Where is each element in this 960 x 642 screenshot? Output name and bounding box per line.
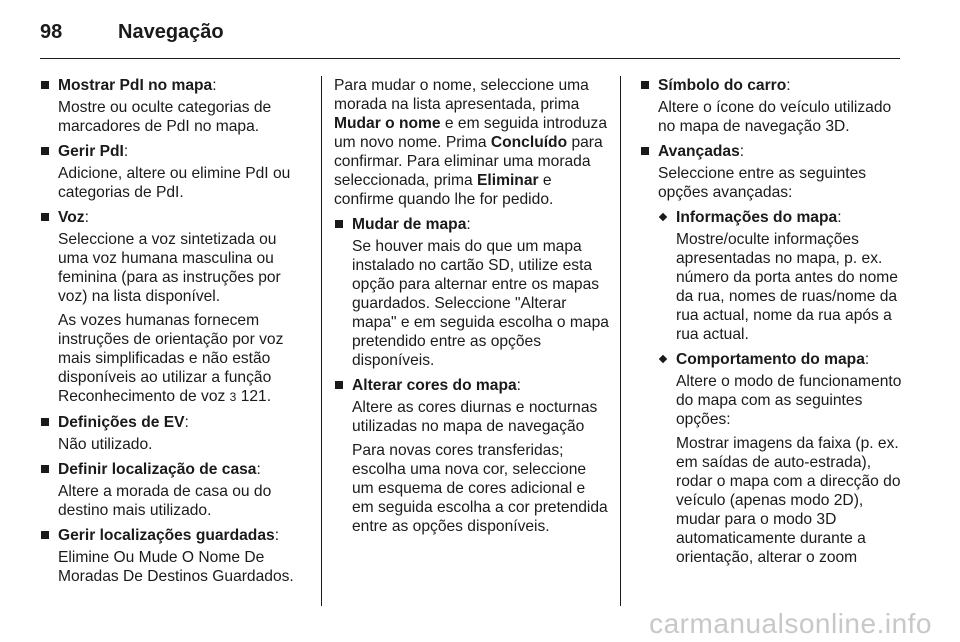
square-bullet-icon xyxy=(335,381,343,389)
chapter-title: Navegação xyxy=(118,20,224,43)
diamond-bullet-icon xyxy=(659,213,667,221)
column-2 xyxy=(334,76,609,536)
option-description: Elimine Ou Mude O Nome De Moradas De Destinos Guardados. xyxy=(58,549,294,585)
suboption-map-info: Informações do mapa: Mostre/oculte informações apresentadas no mapa, p. ex. número da porta antes do nome da rua, nomes de ruas/nome da rua actual, nome da rua após a rua actual. xyxy=(658,208,908,344)
option-note: Para novas cores transferidas; escolha uma nova cor, seleccione um esquema de cores adicional e em seguida escolha a cor pretendida entre as opções disponíveis. xyxy=(352,442,608,535)
option-description: Altere a morada de casa ou do destino mais utilizado. xyxy=(58,483,272,519)
suboption-description: Altere o modo de funcionamento do mapa com as seguintes opções: xyxy=(676,373,902,428)
option-change-map-colors: Alterar cores do mapa: Altere as cores diurnas e nocturnas utilizadas no mapa de navegação Para novas cores transferidas; escolha uma nova cor, seleccione um esquema de cores adicional e em seguida escolha a cor pretendida entre as opções disponíveis. xyxy=(334,376,609,536)
done-button-label: Concluído xyxy=(490,134,568,151)
site-watermark: carmanualsonline.info xyxy=(649,608,932,639)
option-term: Definições de EV xyxy=(58,414,185,431)
option-advanced: Avançadas: Seleccione entre as seguintes opções avançadas: Informações do mapa: Mostre/oculte informações apresentadas no mapa, p. ex. número da porta antes do nome da rua, nomes de ruas/nome da rua actual, nome da rua após a rua actual. Comportamento do mapa: Altere o modo de funcionamento do mapa com as seguintes opções: Mostrar imagens da faixa (p. ex. em saídas de auto-estrada), rodar o mapa com a direcção do veículo (apenas modo 2D), mudar para o modo 3D automaticamente durante a orientação, alterar o zoom xyxy=(640,142,908,567)
option-car-symbol: Símbolo do carro: Altere o ícone do veículo utilizado no mapa de navegação 3D. xyxy=(640,76,908,136)
column-divider-2 xyxy=(620,76,621,606)
suboption-map-behavior: Comportamento do mapa: Altere o modo de funcionamento do mapa com as seguintes opções: Mostrar imagens da faixa (p. ex. em saídas de auto-estrada), rodar o mapa com a direcção do veículo (apenas modo 2D), mudar para o modo 3D automaticamente durante a orientação, alterar o zoom xyxy=(658,350,908,567)
option-description: Seleccione entre as seguintes opções avançadas: xyxy=(658,165,867,201)
option-set-home-location: Definir localização de casa: Altere a morada de casa ou do destino mais utilizado. xyxy=(40,460,308,520)
square-bullet-icon xyxy=(41,531,49,539)
option-term: Símbolo do carro xyxy=(658,77,787,94)
option-voice: Voz: Seleccione a voz sintetizada ou uma voz humana masculina ou feminina (para as instruções por voz) na lista disponível. As vozes humanas fornecem instruções de orientação por voz mais simplificadas e não estão disponíveis ao utilizar a função Reconhecimento de voz 3 121. xyxy=(40,208,308,407)
suboption-term: Informações do mapa xyxy=(676,209,838,226)
square-bullet-icon xyxy=(641,81,649,89)
option-description: Altere as cores diurnas e nocturnas utilizadas no mapa de navegação xyxy=(352,399,598,435)
page-header xyxy=(40,14,224,50)
option-term: Voz xyxy=(58,209,85,226)
column-divider-1 xyxy=(321,76,322,606)
option-term: Definir localização de casa xyxy=(58,461,257,478)
page-number: 98 xyxy=(40,20,63,43)
option-description: Altere o ícone do veículo utilizado no mapa de navegação 3D. xyxy=(658,99,892,135)
delete-button-label: Eliminar xyxy=(477,172,539,189)
diamond-bullet-icon xyxy=(659,355,667,363)
option-term: Gerir PdI xyxy=(58,143,124,160)
rename-button-label: Mudar o nome xyxy=(334,115,441,132)
page-reference-icon: 3 xyxy=(229,390,237,404)
suboption-description: Mostre/oculte informações apresentadas no mapa, p. ex. número da porta antes do nome da rua, nomes de ruas/nome da rua actual, nome da rua após a rua actual. xyxy=(676,231,898,343)
suboption-note: Mostrar imagens da faixa (p. ex. em saídas de auto-estrada), rodar o mapa com a direcção do veículo (apenas modo 2D), mudar para o modo 3D automaticamente durante a orientação, alterar o zoom xyxy=(676,435,901,566)
header-rule xyxy=(40,58,900,59)
option-ev-settings: Definições de EV: Não utilizado. xyxy=(40,413,308,454)
square-bullet-icon xyxy=(41,465,49,473)
option-note: As vozes humanas fornecem instruções de orientação por voz mais simplificadas e não estão disponíveis ao utilizar a função Reconhecimento de voz 3 121. xyxy=(58,312,284,405)
option-show-poi-on-map: Mostrar PdI no mapa: Mostre ou oculte categorias de marcadores de PdI no mapa. xyxy=(40,76,308,136)
square-bullet-icon xyxy=(41,81,49,89)
option-manage-poi: Gerir PdI: Adicione, altere ou elimine PdI ou categorias de PdI. xyxy=(40,142,308,202)
suboption-term: Comportamento do mapa xyxy=(676,351,865,368)
option-change-map: Mudar de mapa: Se houver mais do que um mapa instalado no cartão SD, utilize esta opção para alternar entre os mapas guardados. Seleccione "Alterar mapa" e em seguida escolha o mapa pretendido entre as opções disponíveis. xyxy=(334,215,609,370)
option-description: Se houver mais do que um mapa instalado no cartão SD, utilize esta opção para alternar entre os mapas guardados. Seleccione "Alterar mapa" e em seguida escolha o mapa pretendido entre as opções disponíveis. xyxy=(352,238,609,369)
option-description: Mostre ou oculte categorias de marcadores de PdI no mapa. xyxy=(58,99,272,135)
option-description: Seleccione a voz sintetizada ou uma voz humana masculina ou feminina (para as instruções por voz) na lista disponível. xyxy=(58,231,281,305)
option-term: Alterar cores do mapa xyxy=(352,377,517,394)
square-bullet-icon xyxy=(335,220,343,228)
square-bullet-icon xyxy=(41,147,49,155)
square-bullet-icon xyxy=(41,213,49,221)
square-bullet-icon xyxy=(641,147,649,155)
option-term: Gerir localizações guardadas xyxy=(58,527,275,544)
option-term: Mudar de mapa xyxy=(352,216,467,233)
square-bullet-icon xyxy=(41,418,49,426)
option-term: Mostrar PdI no mapa xyxy=(58,77,213,94)
page-reference: 121. xyxy=(240,388,272,405)
option-description: Adicione, altere ou elimine PdI ou categorias de PdI. xyxy=(58,165,291,201)
option-manage-saved-locations: Gerir localizações guardadas: Elimine Ou Mude O Nome De Moradas De Destinos Guardados. xyxy=(40,526,308,586)
option-term: Avançadas xyxy=(658,143,740,160)
column-3 xyxy=(640,76,908,567)
column-1 xyxy=(40,76,308,586)
option-description: Não utilizado. xyxy=(58,436,153,453)
rename-instructions: Para mudar o nome, seleccione uma morada na lista apresentada, prima Mudar o nome e em seguida introduza um novo nome. Prima Concluído para confirmar. Para eliminar uma morada seleccionada, prima Eliminar e confirme quando lhe for pedido. xyxy=(334,77,607,208)
